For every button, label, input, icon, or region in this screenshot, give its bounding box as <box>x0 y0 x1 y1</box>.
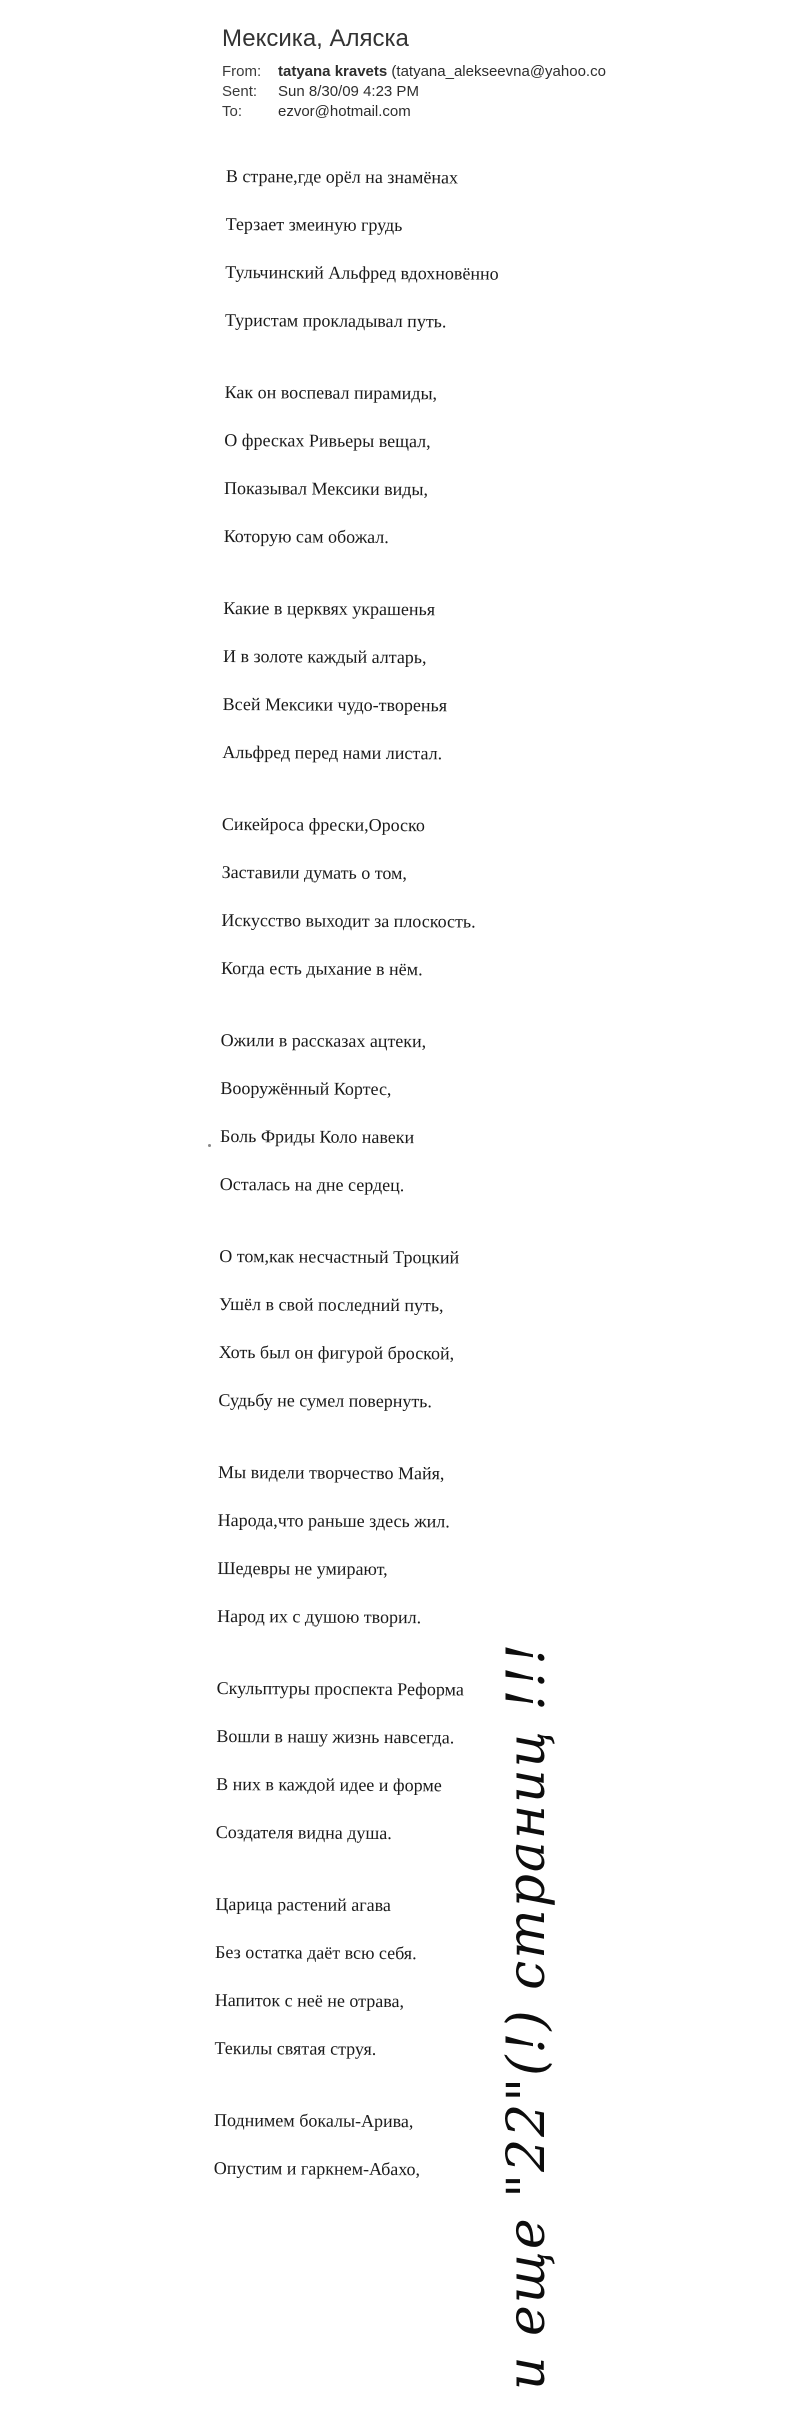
poem-line: Всей Мексики чудо-творенья <box>222 693 448 716</box>
poem-line: Напиток с неё не отрава, <box>214 1989 405 2012</box>
poem-line: Народ их с душою творил. <box>217 1605 422 1628</box>
poem-line: Ушёл в свой последний путь, <box>218 1293 444 1316</box>
poem-line: О фресках Ривьеры вещал, <box>224 429 431 452</box>
poem-stanza <box>221 812 622 982</box>
poem-line: Создателя видна душа. <box>215 1821 392 1844</box>
poem-line: Тульчинский Альфред вдохновённо <box>225 261 499 284</box>
poem-line: Боль Фриды Коло навеки <box>220 1125 415 1148</box>
scan-speck <box>208 1144 211 1147</box>
poem-line: Терзает змеиную грудь <box>225 213 403 236</box>
poem-line: Как он воспевал пирамиды, <box>224 381 438 404</box>
from-label: From: <box>222 63 262 80</box>
poem-line: Альфред перед нами листал. <box>222 741 443 764</box>
poem-line: Опустим и гаркнем-Абахо, <box>213 2157 421 2180</box>
poem-line: Судьбу не сумел повернуть. <box>218 1389 433 1412</box>
poem-line: О том,как несчастный Троцкий <box>219 1245 460 1268</box>
poem-line: Показывал Мексики виды, <box>223 477 429 500</box>
poem-stanza <box>224 380 625 550</box>
sent-row <box>222 82 662 102</box>
sent-value: Sun 8/30/09 4:23 PM <box>278 83 419 100</box>
poem-stanza <box>218 1244 619 1414</box>
poem-line: Которую сам обожал. <box>223 525 389 548</box>
poem-line: Скульптуры проспекта Реформа <box>216 1677 464 1700</box>
poem-line: Хоть был он фигурой броской, <box>218 1341 455 1364</box>
poem-line: В них в каждой идее и форме <box>216 1773 442 1796</box>
poem-line: Царица растений агава <box>215 1893 392 1916</box>
poem-stanza <box>222 596 623 766</box>
poem-line: Без остатка даёт всю себя. <box>215 1941 417 1964</box>
poem-stanza <box>225 164 626 334</box>
poem-line: Поднимем бокалы-Арива, <box>213 2109 414 2132</box>
poem-line: Какие в церквях украшенья <box>223 597 436 620</box>
to-row <box>222 102 662 122</box>
poem-line: И в золоте каждый алтарь, <box>222 645 427 668</box>
to-label: To: <box>222 103 243 120</box>
poem-line: Мы видели творчество Майя, <box>217 1461 445 1484</box>
to-value: ezvor@hotmail.com <box>278 103 411 120</box>
sent-label: Sent: <box>222 83 258 100</box>
poem-line: Сикейроса фрески,Ороско <box>221 813 425 836</box>
poem-line: Когда есть дыхание в нём. <box>221 957 423 980</box>
from-row <box>222 62 662 82</box>
poem-line: Текилы святая струя. <box>214 2037 377 2059</box>
poem-line: Вооружённый Кортес, <box>220 1077 392 1100</box>
poem-stanza <box>217 1460 618 1630</box>
poem-stanza <box>220 1028 621 1198</box>
poem-line: Туристам прокладывал путь. <box>224 309 447 332</box>
poem-line: Осталась на дне сердец. <box>219 1173 405 1196</box>
poem-line: В стране,где орёл на знамёнах <box>225 165 459 188</box>
poem-line: Вошли в нашу жизнь навсегда. <box>216 1725 455 1748</box>
from-name: tatyana kravets <box>278 63 388 80</box>
email-header <box>222 24 662 122</box>
from-address: (tatyana_alekseevna@yahoo.co <box>391 63 606 80</box>
handwritten-note: и еще "22"(!) страниц !!! <box>497 1641 557 2390</box>
poem-line: Шедевры не умирают, <box>217 1557 388 1580</box>
email-subject: Мексика, Аляска <box>222 25 409 52</box>
poem-line: Заставили думать о том, <box>221 861 408 884</box>
poem-line: Искусство выходит за плоскость. <box>221 909 476 932</box>
poem-line: Ожили в рассказах ацтеки, <box>220 1029 427 1052</box>
poem-body <box>213 164 626 2230</box>
poem-line: Народа,что раньше здесь жил. <box>217 1509 450 1532</box>
